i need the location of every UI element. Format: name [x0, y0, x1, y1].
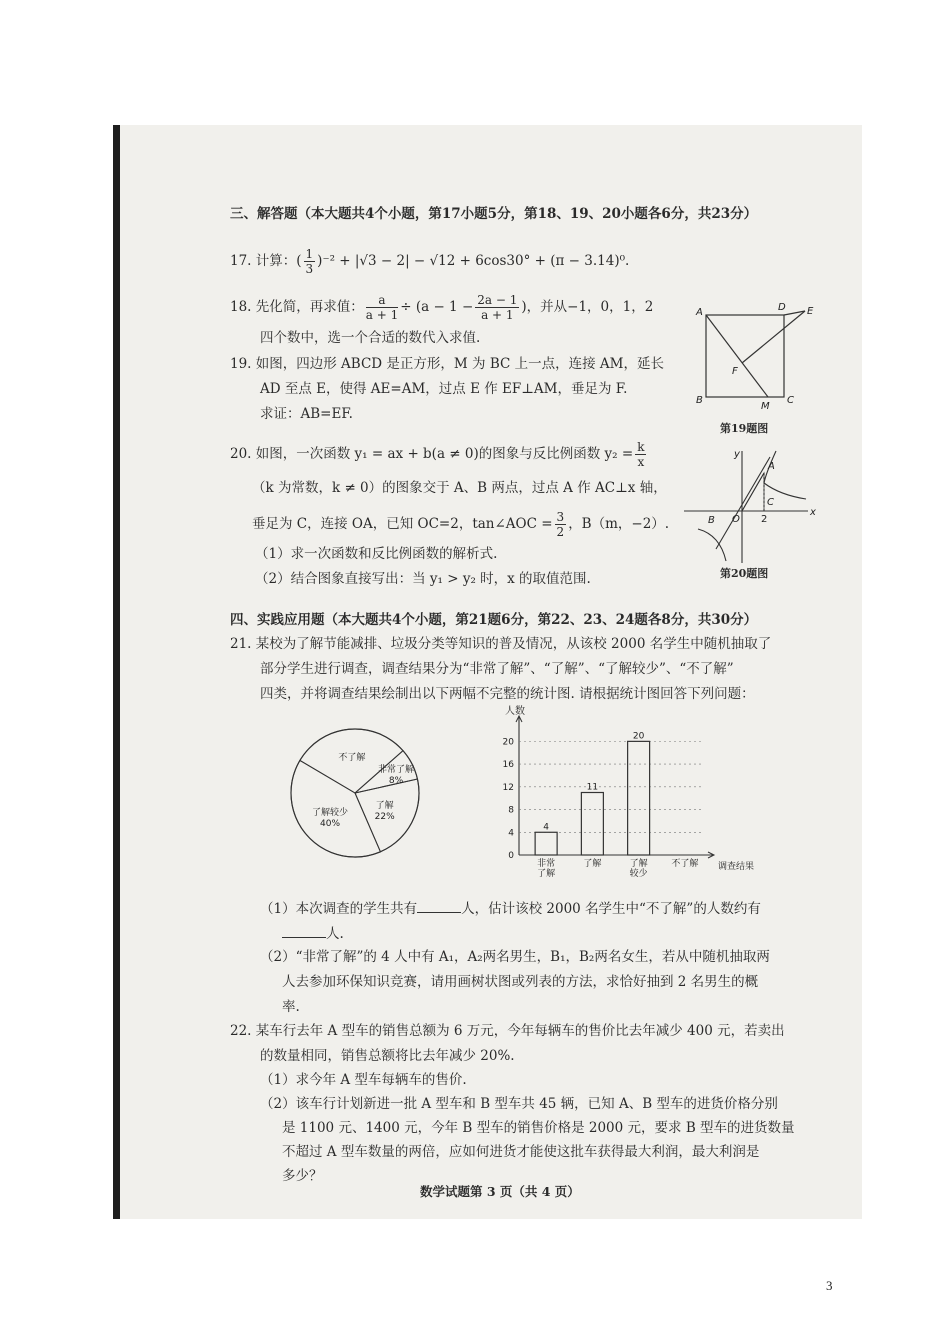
q18-f2-den: a + 1 [481, 308, 514, 322]
q20-line1-text: 20. 如图，一次函数 y₁ = ax + b(a ≠ 0)的图象与反比例函数 y₂ = [230, 446, 634, 462]
q19-line2: AD 至点 E，使得 AE=AM，过点 E 作 EF⊥AM，垂足为 F. [260, 381, 628, 397]
q20-fraction-kx [635, 440, 646, 469]
q19-figure [690, 297, 820, 417]
q21-answer-blank-unknown[interactable] [282, 925, 326, 938]
q19-label-f: F [732, 366, 738, 377]
q17-rest: )⁻² + |√3 − 2| − √12 + 6cos30° + (π − 3.14)⁰. [317, 253, 630, 269]
q21-sub2-line1: （2）“非常了解”的 4 人中有 A₁，A₂两名男生，B₁，B₂两名女生，若从中随机抽取两 [260, 949, 770, 965]
q20-line1 [230, 440, 648, 469]
pie-percent-2: 8% [388, 776, 404, 787]
q21-sub1-prefix: （1）本次调查的学生共有 [260, 901, 418, 917]
q17-prefix: 17. 计算：( [230, 253, 302, 269]
pie-chart [285, 723, 425, 863]
bar-category-3-0: 不了解 [671, 859, 699, 869]
q20-f-num: k [637, 440, 645, 454]
q21-line2: 部分学生进行调查，调查结果分为“非常了解”、“了解”、“了解较少”、“不了解” [260, 661, 734, 677]
q19-segment-ef [742, 311, 805, 363]
q20-f-den: x [637, 455, 645, 469]
page-number: 3 [826, 1278, 833, 1293]
q18-mid: ÷ (a − 1 − [400, 299, 474, 315]
q18-fraction-2 [475, 293, 519, 322]
pie-label-0: 不了解 [338, 752, 366, 763]
q20-line2: （k 为常数，k ≠ 0）的图象交于 A、B 两点，过点 A 作 AC⊥x 轴， [252, 480, 667, 496]
q20-label-o: O [732, 514, 740, 525]
q22-sub2-line4: 多少？ [282, 1168, 323, 1184]
q22-sub2-line3: 不超过 A 型车数量的两倍，应如何进货才能使这批车获得最大利润，最大利润是 [282, 1144, 760, 1160]
q19-figure-caption: 第19题图 [720, 422, 769, 435]
q19-label-m: M [761, 401, 770, 412]
q20-fraction-tan [555, 510, 567, 539]
bar-y-label: 人数 [505, 706, 525, 717]
bar-value-label-2: 20 [632, 731, 645, 742]
bar-chart [485, 703, 755, 883]
q20-hyperbola-branch-1 [764, 451, 806, 499]
q19-segment-am [706, 315, 768, 397]
pie-label-2: 非常了解 [378, 765, 415, 776]
q19-label-c: C [787, 395, 794, 406]
q19-label-d: D [778, 302, 786, 313]
q20-label-b: B [708, 515, 715, 526]
pie-label-3: 了解 [375, 801, 394, 812]
q21-line1: 21. 某校为了解节能减排、垃圾分类等知识的普及情况，从该校 2000 名学生中随机抽取了 [230, 636, 772, 652]
bar-ytick-12: 12 [502, 782, 514, 793]
bar-x-label: 调查结果 [718, 862, 755, 872]
q17-fraction [304, 247, 316, 276]
bar-category-2-1: 较少 [629, 869, 648, 879]
q22-sub1: （1）求今年 A 型车每辆车的售价. [260, 1072, 467, 1088]
q22-line2: 的数量相同，销售总额将比去年减少 20%. [260, 1048, 515, 1064]
q19-line1: 19. 如图，四边形 ABCD 是正方形，M 为 BC 上一点，连接 AM，延长 [230, 356, 664, 372]
section4-title: 四、实践应用题（本大题共4个小题，第21题6分，第22、23、24题各8分，共30分） [230, 612, 758, 628]
bar-ytick-8: 8 [508, 805, 514, 816]
q20-label-2: 2 [761, 514, 768, 525]
bar-1 [581, 793, 603, 856]
q19-label-b: B [696, 395, 703, 406]
bar-ytick-4: 4 [508, 828, 514, 839]
q20-figure-caption: 第20题图 [720, 567, 769, 580]
q17-text [230, 247, 629, 276]
q20-line3-text: 垂足为 C，连接 OA，已知 OC=2，tan∠AOC = [252, 516, 553, 532]
exam-sheet [113, 125, 862, 1219]
q18-f1-num: a [366, 293, 398, 308]
pie-label-1: 了解较少 [312, 808, 349, 819]
bar-value-label-1: 11 [586, 782, 599, 793]
q22-sub2-line2: 是 1100 元、1400 元，今年 B 型车的销售价格是 2000 元，要求 B 型车的进货数量 [282, 1120, 795, 1136]
pie-percent-1: 40% [320, 819, 341, 830]
q20-sub1: （1）求一次函数和反比例函数的解析式. [255, 546, 498, 562]
bar-ytick-0: 0 [508, 851, 514, 861]
bar-ytick-16: 16 [502, 760, 514, 771]
q20-label-a: A [768, 461, 775, 472]
q19-label-a: A [696, 307, 703, 318]
q21-sub2-line3: 率. [282, 999, 300, 1015]
bar-ytick-20: 20 [502, 737, 514, 748]
q20-label-x: x [810, 507, 816, 518]
bar-category-0-1: 了解 [537, 869, 556, 879]
q22-line1: 22. 某车行去年 A 型车的销售总额为 6 万元，今年每辆车的售价比去年减少 400 元，若卖出 [230, 1023, 785, 1039]
bar-value-label-0: 4 [543, 822, 549, 833]
q18-prefix: 18. 先化简，再求值： [230, 299, 364, 315]
q19-square [706, 315, 784, 397]
bar-category-2-0: 了解 [629, 859, 648, 869]
bar-2 [628, 741, 650, 855]
q21-sub1-suffix: 人. [326, 926, 344, 942]
q19-line3: 求证：AB=EF. [260, 406, 353, 422]
pie-percent-3: 22% [374, 812, 395, 823]
q20-linear-graph [716, 457, 770, 549]
bar-0 [535, 832, 557, 855]
page-footer: 数学试题第 3 页（共 4 页） [420, 1184, 580, 1199]
q17-frac-den: 3 [305, 262, 314, 276]
q20-line3 [252, 510, 669, 539]
q20-t-den: 2 [556, 525, 565, 539]
q18-line2: 四个数中，选一个合适的数代入求值. [260, 330, 481, 346]
q21-answer-blank-total[interactable] [417, 900, 461, 913]
q21-sub2-line2: 人去参加环保知识竞赛，请用画树状图或列表的方法，求恰好抽到 2 名男生的概 [282, 974, 759, 990]
q18-f2-num: 2a − 1 [477, 293, 518, 307]
bar-category-1-0: 了解 [583, 859, 602, 869]
q22-sub2-line1: （2）该车行计划新进一批 A 型车和 B 型车共 45 辆，已知 A、B 型车的进货价格分别 [260, 1096, 778, 1112]
q20-triangle-aoc [742, 473, 764, 511]
q18-f1-den: a + 1 [365, 308, 399, 322]
q21-sub1-mid: 人，估计该校 2000 名学生中“不了解”的人数约有 [461, 901, 761, 917]
q17-frac-num: 1 [305, 247, 314, 261]
q20-t-num: 3 [556, 510, 565, 524]
q20-hyperbola-branch-2 [698, 529, 726, 561]
q20-label-y: y [734, 449, 740, 460]
section3-title: 三、解答题（本大题共4个小题，第17小题5分，第18、19、20小题各6分，共23分） [230, 206, 758, 222]
q21-sub1-line2 [282, 925, 344, 943]
q18-fraction-1 [366, 293, 398, 322]
q19-label-e: E [807, 306, 814, 317]
q20-figure [680, 443, 820, 568]
q18-suffix: )，并从−1，0，1，2 [521, 299, 654, 315]
q20-label-c: C [767, 497, 774, 508]
q21-line3: 四类，并将调查结果绘制出以下两幅不完整的统计图. 请根据统计图回答下列问题： [260, 686, 755, 702]
q21-sub1-line1 [260, 900, 761, 918]
bar-category-0-0: 非常 [537, 859, 556, 869]
q20-line3-suffix: ，B（m，−2）. [568, 516, 670, 532]
q18-line1 [230, 293, 653, 322]
q20-sub2: （2）结合图象直接写出：当 y₁ > y₂ 时，x 的取值范围. [255, 571, 591, 587]
